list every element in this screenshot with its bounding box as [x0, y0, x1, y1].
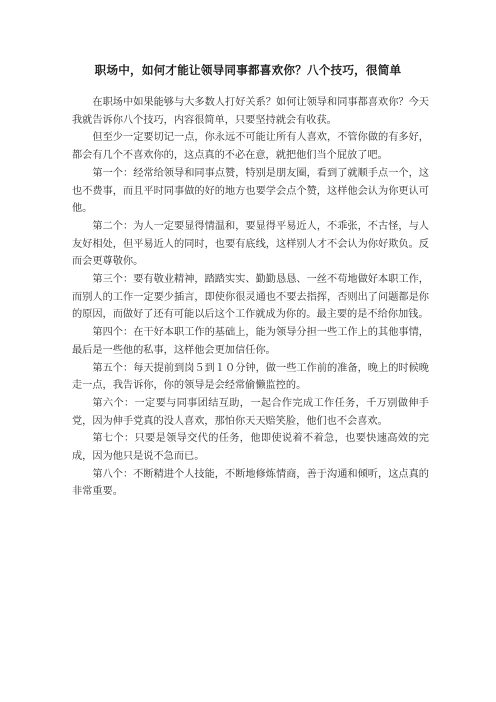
paragraph-tip-7: 第七个：只要是领导交代的任务，他即使说着不着急，也要快速高效的完成，因为他只是说不急而已。 [72, 433, 429, 463]
paragraph-tip-3: 第三个：要有敬业精神，踏踏实实、勤勤恳恳、一丝不苟地做好本职工作，而别人的工作一定要少插言，即使你很灵通也不要去指挥，否则出了问题都是你的原因，而做好了还有可能以后这个工作就成为你的。最主要的是不给你加钱。 [72, 274, 429, 321]
paragraph-caveat: 但至少一定要切记一点，你永远不可能让所有人喜欢，不管你做的有多好，都会有几个不喜欢你的，这点真的不必在意，就把他们当个屁放了吧。 [72, 132, 429, 162]
paragraph-tip-1: 第一个：经常给领导和同事点赞，特别是朋友圈，看到了就顺手点一个，这也不费事，而且平时同事做的好的地方也要学会点个赞，这样他会认为你更认可他。 [72, 167, 429, 215]
paragraph-intro: 在职场中如果能够与大多数人打好关系？如何让领导和同事都喜欢你？今天我就告诉你八个技巧，内容很简单，只要坚持就会有收获。 [72, 97, 429, 126]
document-title: 职场中，如何才能让领导同事都喜欢你？八个技巧，很简单 [94, 63, 402, 77]
paragraph-tip-4: 第四个：在干好本职工作的基础上，能为领导分担一些工作上的其他事情，最后是一些他的私事，这样他会更加信任你。 [72, 327, 429, 356]
document-body [72, 94, 429, 501]
paragraph-tip-8: 第八个：不断精进个人技能，不断地修炼情商，善于沟通和倾听，这点真的非常重要。 [72, 468, 429, 498]
paragraph-tip-5: 第五个：每天提前到岗５到１０分钟，做一些工作前的准备，晚上的时候晚走一点，我告诉你，你的领导是会经常偷懒监控的。 [72, 362, 429, 392]
paragraph-tip-6: 第六个：一定要与同事团结互助，一起合作完成工作任务，千万别做伸手党，因为伸手党真的没人喜欢，那怕你天天赔笑脸，他们也不会喜欢。 [72, 397, 429, 427]
paragraph-tip-2: 第二个：为人一定要显得情温和，要显得平易近人，不乖张，不古怪，与人友好相处，但平易近人的同时，也要有底线，这样别人才不会认为你好欺负。反而会更尊敬你。 [72, 220, 429, 268]
